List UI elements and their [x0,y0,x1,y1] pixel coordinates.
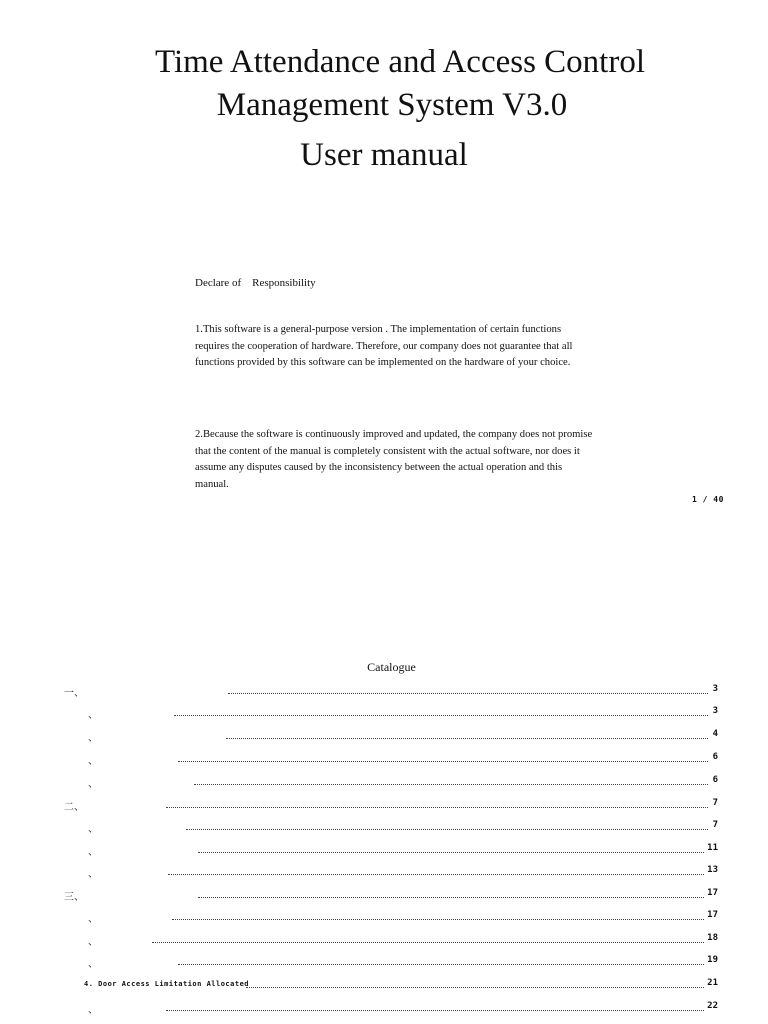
toc-entry-page: 3 [712,706,718,716]
document-title-line-1: Time Attendance and Access Control [154,44,646,80]
toc-entry[interactable] [88,729,718,743]
toc-entry-page: 17 [707,888,718,898]
toc-entry[interactable] [88,955,718,969]
toc-leader-dots [228,693,708,694]
toc-entry-page: 17 [707,910,718,920]
toc-entry-label: 、 [88,1005,98,1016]
toc-leader-dots [166,1010,704,1011]
toc-entry[interactable] [64,684,718,698]
toc-entry-label: 三、 [64,892,84,903]
toc-entry-label: 、 [88,756,98,767]
toc-entry[interactable] [88,933,718,947]
toc-entry-page: 7 [712,820,718,830]
toc-leader-dots [194,784,708,785]
toc-entry-label: 、 [88,914,98,925]
toc-entry-label: 4. Door Access Limitation Allocated [84,980,250,988]
toc-entry[interactable] [64,888,718,902]
toc-entry-page: 7 [712,798,718,808]
toc-entry[interactable] [88,843,718,857]
toc-leader-dots [198,897,704,898]
toc-leader-dots [186,829,708,830]
toc-entry[interactable] [88,910,718,924]
toc-entry-label: 、 [88,710,98,721]
toc-leader-dots [178,761,708,762]
toc-entry[interactable] [88,706,718,720]
toc-entry[interactable] [88,865,718,879]
declaration-paragraph-2: 2.Because the software is continuously improved and updated, the company does not promise that the content of the manual is completely consistent with the actual software, nor does it assume any disputes caused by the inconsistency between the actual operation and this manual. [195,429,593,490]
toc-entry-page: 13 [707,865,718,875]
toc-entry-page: 6 [712,775,718,785]
toc-leader-dots [168,874,704,875]
toc-leader-dots [198,852,704,853]
document-title-line-2: Management System V3.0 [216,87,568,123]
toc-entry-label: 、 [88,937,98,948]
toc-leader-dots [152,942,704,943]
toc-entry-page: 18 [707,933,718,943]
declaration-paragraph-1: 1.This software is a general-purpose version . The implementation of certain functions requires the cooperation of hardware. Therefore, our company does not guarantee that all functions provided by this software can be implemented on the hardware of your choice. [195,324,573,368]
toc-entry-label: 、 [88,779,98,790]
toc-leader-dots [178,964,704,965]
toc-entry-page: 22 [707,1001,718,1011]
toc-entry[interactable] [88,752,718,766]
toc-entry-page: 3 [712,684,718,694]
toc-entry-label: 、 [88,733,98,744]
page-number: 1 / 40 [692,495,724,504]
toc-entry[interactable] [88,1001,718,1015]
toc-entry-page: 11 [707,843,718,853]
toc-entry[interactable] [88,775,718,789]
toc-entry-page: 6 [712,752,718,762]
document-subtitle: User manual [300,137,468,173]
toc-entry-label: 一、 [64,688,84,699]
toc-entry-label: 、 [88,869,98,880]
toc-leader-dots [166,807,708,808]
toc-entry-label: 二、 [64,802,84,813]
toc-entry-label: 、 [88,824,98,835]
toc-leader-dots [226,738,708,739]
toc-leader-dots [172,919,704,920]
toc-entry-page: 21 [707,978,718,988]
catalogue-heading: Catalogue [367,660,416,674]
toc-leader-dots [246,987,704,988]
toc-leader-dots [174,715,708,716]
toc-entry[interactable] [64,798,718,812]
declaration-heading: Declare of Responsibility [195,277,316,289]
toc-entry-page: 19 [707,955,718,965]
toc-entry-page: 4 [712,729,718,739]
toc-entry[interactable] [88,820,718,834]
toc-entry[interactable] [84,978,718,992]
toc-entry-label: 、 [88,959,98,970]
toc-entry-label: 、 [88,847,98,858]
